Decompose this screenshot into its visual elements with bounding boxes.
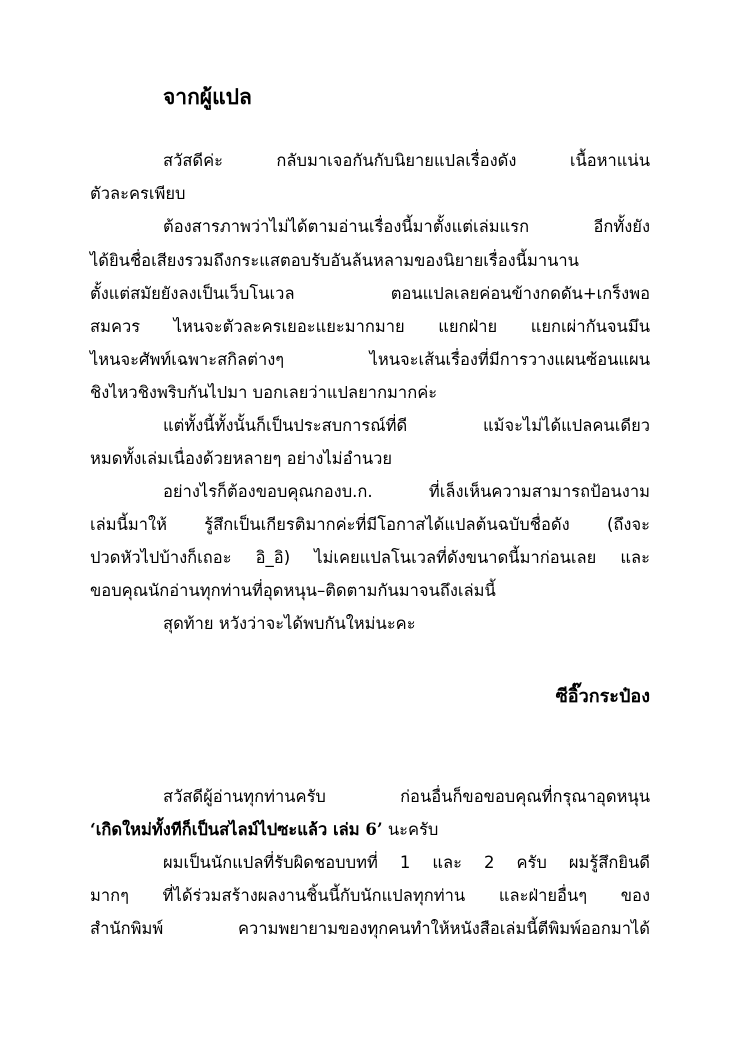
- paragraph-line: ปวดหัวไปบ้างก็เถอะ อิ_อิ) ไม่เคยแปลโนเวลที่ดังขนาดนี้มาก่อนเลย และ: [90, 548, 650, 567]
- paragraph-line: สำนักพิมพ์ ความพยายามของทุกคนทำให้หนังสือเล่มนี้ตีพิมพ์ออกมาได้: [90, 919, 650, 938]
- paragraph-line: ต้องสารภาพว่าไม่ได้ตามอ่านเรื่องนี้มาตั้งแต่เล่มแรก อีกทั้งยัง: [163, 217, 650, 236]
- paragraph-line: มากๆ ที่ได้ร่วมสร้างผลงานชิ้นนี้กับนักแปลทุกท่าน และฝ่ายอื่นๆ ของ: [90, 886, 650, 905]
- book-title: ‘เกิดใหม่ทั้งทีก็เป็นสไลม์ไปซะแล้ว เล่ม 6’: [90, 820, 383, 839]
- paragraph-line: ได้ยินชื่อเสียงรวมถึงกระแสตอบรับอันล้นหลามของนิยายเรื่องนี้มานาน: [90, 251, 579, 270]
- paragraph-line-title: [90, 815, 438, 845]
- paragraph-line: ผมเป็นนักแปลที่รับผิดชอบบทที่ 1 และ 2 ครับ ผมรู้สึกยินดี: [163, 853, 650, 872]
- paragraph-line: ชิงไหวชิงพริบกันไปมา บอกเลยว่าแปลยากมากค่ะ: [90, 383, 438, 402]
- paragraph-line: ตั้งแต่สมัยยังลงเป็นเว็บโนเวล ตอนแปลเลยค่อนข้างกดดัน+เกร็งพอ: [90, 284, 650, 303]
- paragraph-line: สมควร ไหนจะตัวละครเยอะแยะมากมาย แยกฝ่าย แยกเผ่ากันจนมึน: [90, 317, 650, 336]
- translator-signature: ซีอิ๊วกระป๋อง: [555, 686, 650, 707]
- paragraph-line: เล่มนี้มาให้ รู้สึกเป็นเกียรติมากค่ะที่มีโอกาสได้แปลต้นฉบับชื่อดัง (ถึงจะ: [90, 515, 650, 534]
- paragraph-line: ขอบคุณนักอ่านทุกท่านที่อุดหนุน–ติดตามกันมาจนถึงเล่มนี้: [90, 581, 496, 600]
- paragraph-line: หมดทั้งเล่มเนื่องด้วยหลายๆ อย่างไม่อำนวย: [90, 449, 393, 468]
- paragraph-line: สวัสดีค่ะ กลับมาเจอกันกับนิยายแปลเรื่องดัง เนื้อหาแน่น: [163, 151, 650, 170]
- paragraph-line: อย่างไรก็ต้องขอบคุณกองบ.ก. ที่เล็งเห็นความสามารถป้อนงาม: [163, 482, 650, 501]
- page-title: จากผู้แปล: [163, 85, 252, 109]
- paragraph-line: ตัวละครเพียบ: [90, 184, 186, 203]
- title-suffix: นะครับ: [382, 820, 439, 839]
- paragraph-line: สุดท้าย หวังว่าจะได้พบกันใหม่นะคะ: [163, 614, 416, 633]
- paragraph-line: แต่ทั้งนี้ทั้งนั้นก็เป็นประสบการณ์ที่ดี แม้จะไม่ได้แปลคนเดียว: [163, 416, 650, 435]
- paragraph-line: สวัสดีผู้อ่านทุกท่านครับ ก่อนอื่นก็ขอขอบคุณที่กรุณาอุดหนุน: [163, 787, 650, 806]
- paragraph-line: ไหนจะศัพท์เฉพาะสกิลต่างๆ ไหนจะเส้นเรื่องที่มีการวางแผนซ้อนแผน: [90, 350, 650, 369]
